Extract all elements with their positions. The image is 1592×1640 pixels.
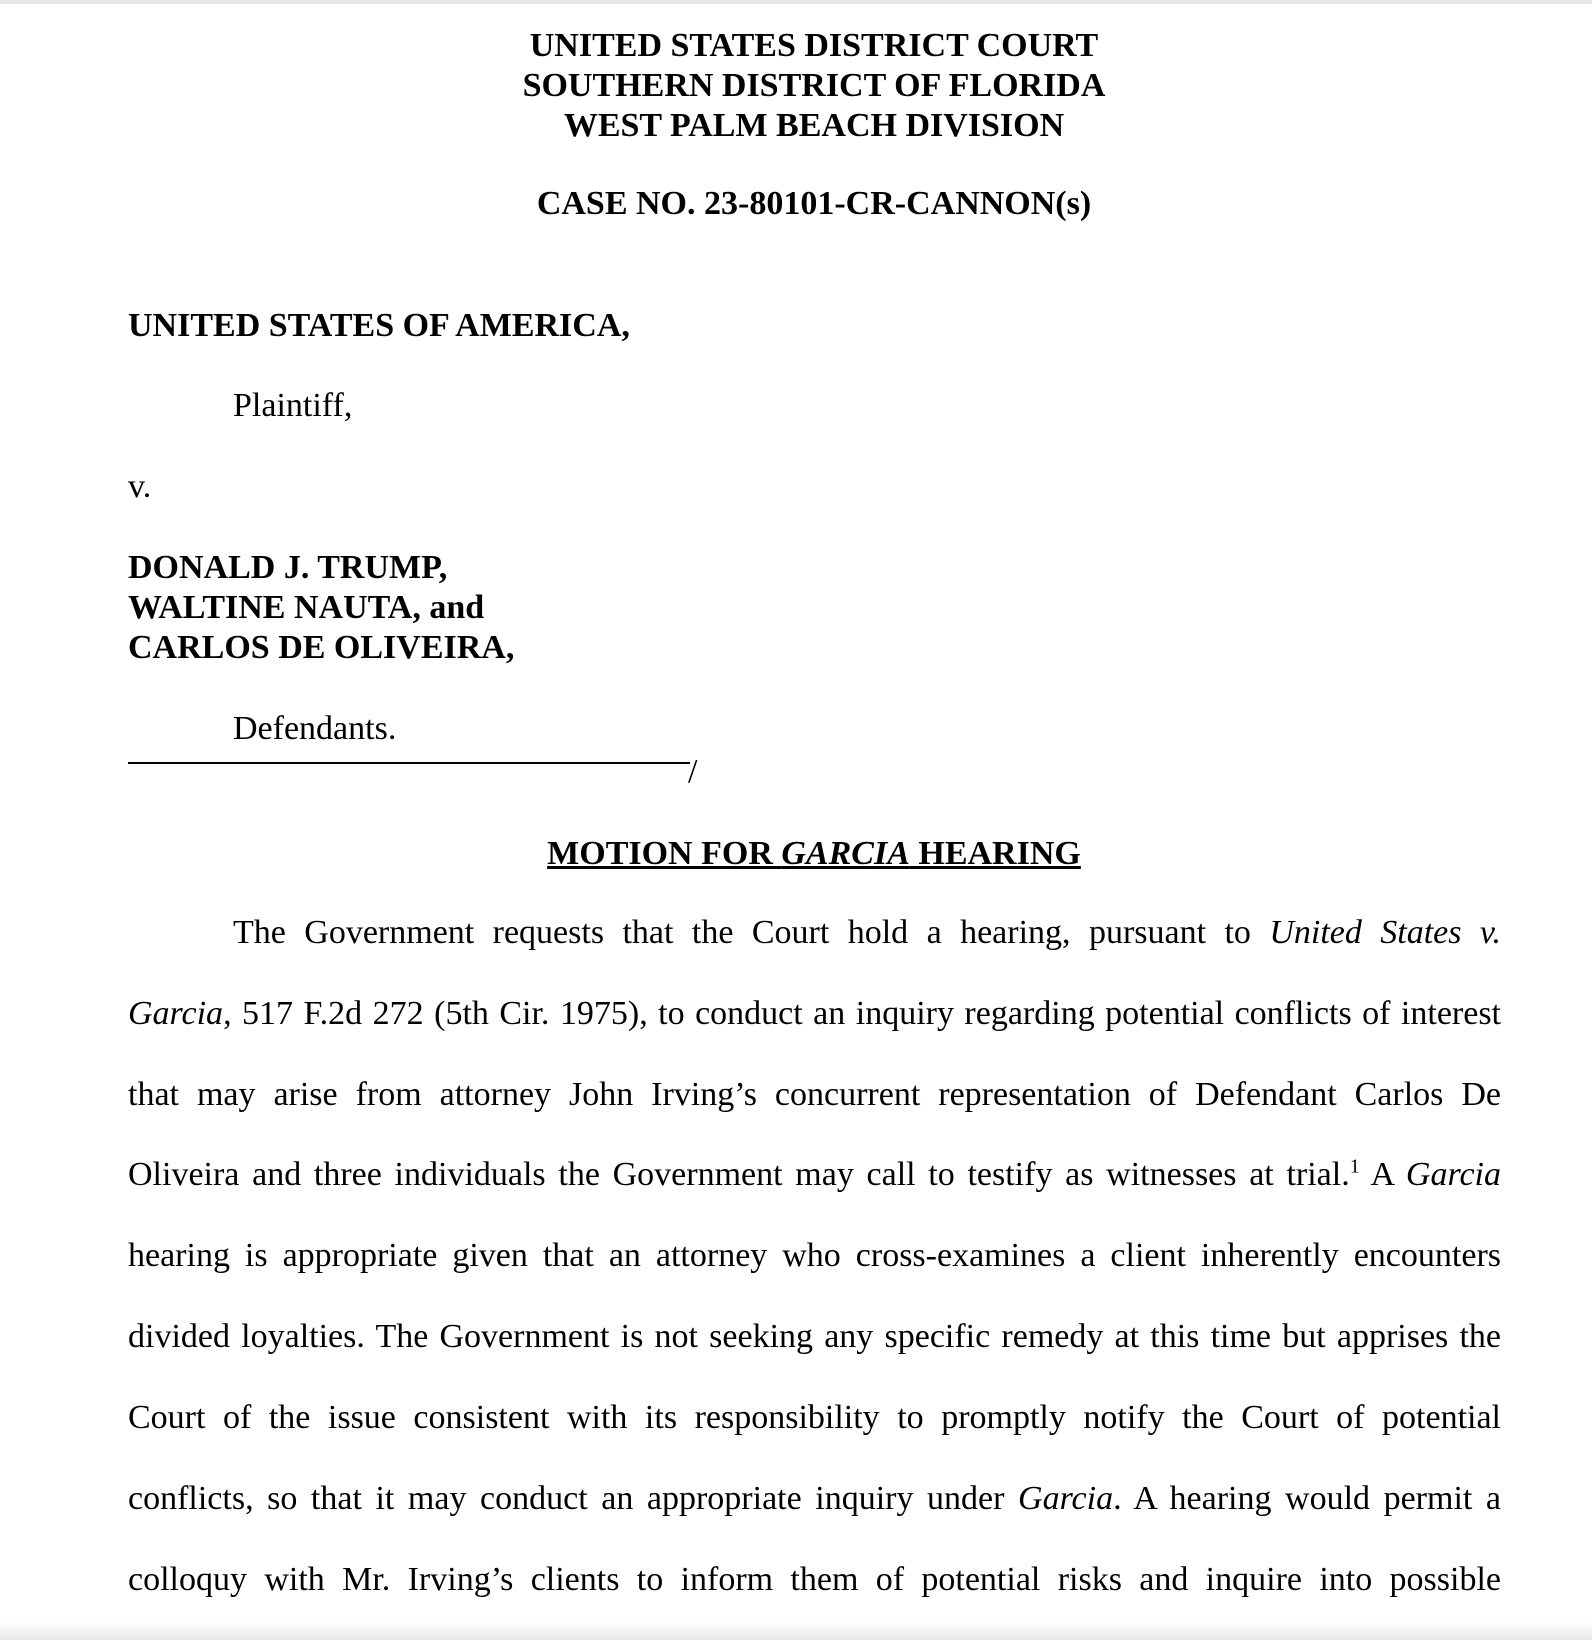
body-line-4 (128, 1155, 1501, 1195)
body-line-3: that may arise from attorney John Irving’s concurrent representation of Defendant Carlos De (128, 1076, 1501, 1113)
body-line-1 (233, 913, 1501, 953)
defendant-1: DONALD J. TRUMP, (128, 549, 448, 586)
body-line-8 (128, 1479, 1501, 1519)
defendant-3: CARLOS DE OLIVEIRA, (128, 629, 515, 666)
motion-title-suffix: HEARING (909, 835, 1081, 872)
footnote-marker[interactable]: 1 (1349, 1155, 1360, 1178)
versus-label: v. (128, 468, 152, 505)
case-number: CASE NO. 23-80101-CR-CANNON(s) (536, 185, 1092, 222)
body-line-5: hearing is appropriate given that an attorney who cross-examines a client inherently encounters (128, 1237, 1501, 1274)
motion-title-prefix: MOTION FOR (547, 835, 782, 872)
caption-divider-line (128, 762, 690, 764)
body-line-2 (128, 994, 1501, 1034)
body-text: , 517 F.2d 272 (5th Cir. 1975), to conduct an inquiry regarding potential conflicts of interest (223, 995, 1501, 1032)
defendant-2: WALTINE NAUTA, and (128, 589, 485, 626)
body-line-7: Court of the issue consistent with its responsibility to promptly notify the Court of potential (128, 1399, 1501, 1436)
body-line-9: colloquy with Mr. Irving’s clients to inform them of potential risks and inquire into possible (128, 1561, 1501, 1598)
court-header (0, 26, 1592, 146)
body-line-6: divided loyalties. The Government is not seeking any specific remedy at this time but apprises the (128, 1318, 1501, 1355)
defendants-role: Defendants. (233, 710, 397, 747)
motion-title-case-name: GARCIA (781, 835, 910, 872)
case-citation: Garcia (128, 995, 224, 1032)
page-bottom-edge (0, 1622, 1592, 1640)
district-name: SOUTHERN DISTRICT OF FLORIDA (522, 67, 1106, 104)
caption-divider-slash: / (688, 753, 698, 790)
body-text: A (1359, 1156, 1406, 1193)
page-top-edge (0, 0, 1592, 4)
body-text: . A hearing would permit a (1113, 1480, 1501, 1517)
case-citation: United States v. (1269, 914, 1501, 951)
body-text: Oliveira and three individuals the Government may call to testify as witnesses at trial. (128, 1156, 1350, 1193)
court-name: UNITED STATES DISTRICT COURT (529, 27, 1099, 64)
division-name: WEST PALM BEACH DIVISION (563, 107, 1065, 144)
body-text: The Government requests that the Court hold a hearing, pursuant to (233, 914, 1270, 951)
motion-title (0, 834, 1592, 874)
body-text: conflicts, so that it may conduct an appropriate inquiry under (128, 1480, 1019, 1517)
plaintiff-name: UNITED STATES OF AMERICA, (128, 307, 630, 344)
plaintiff-role: Plaintiff, (233, 387, 353, 424)
case-citation: Garcia (1018, 1480, 1114, 1517)
case-citation: Garcia (1405, 1156, 1501, 1193)
